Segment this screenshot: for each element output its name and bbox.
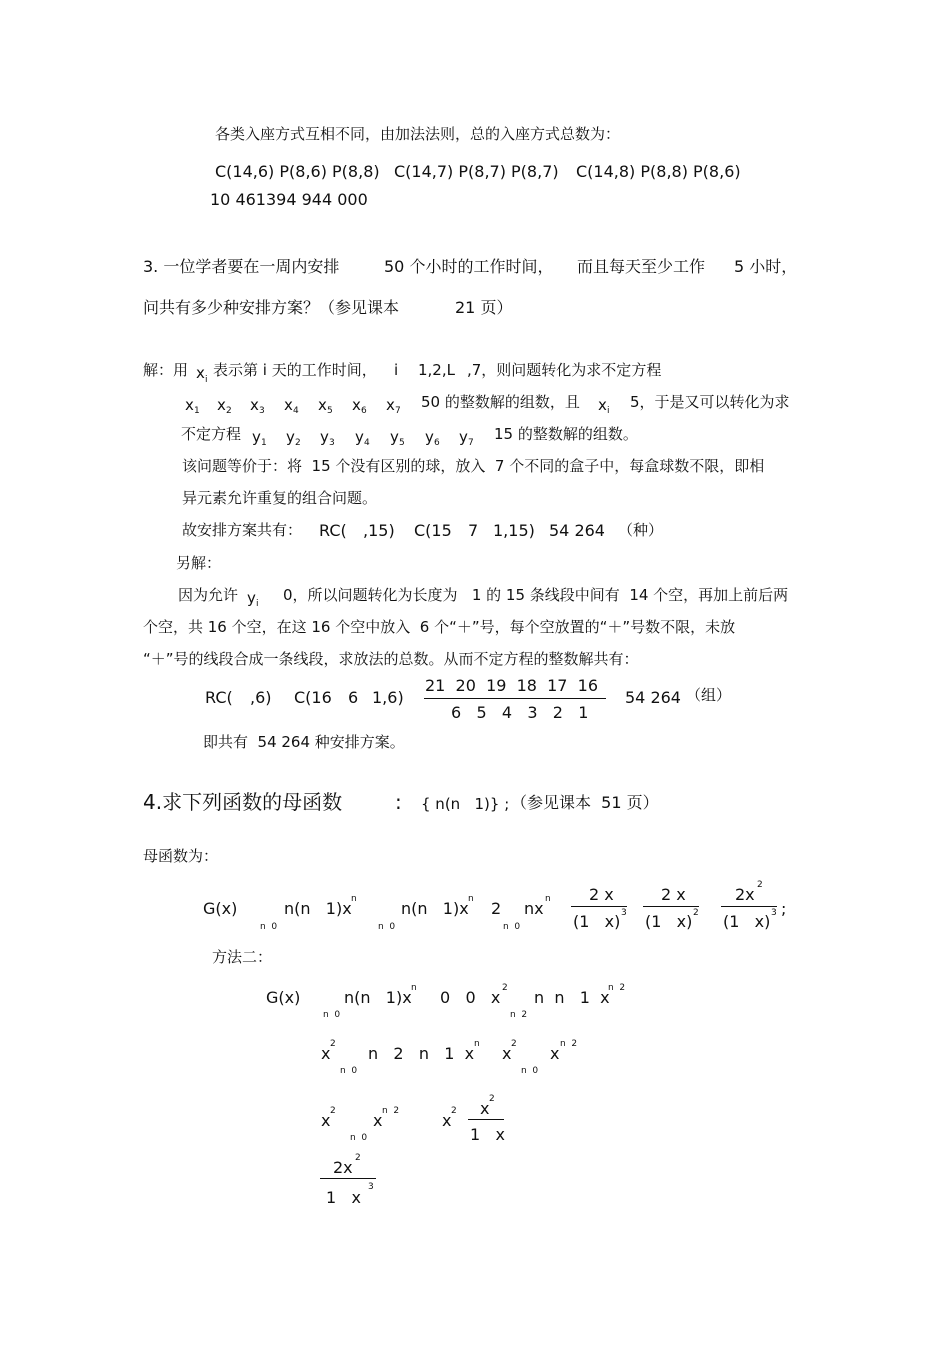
gf-fr1-num: 2 x	[589, 885, 614, 904]
m2-r1-a: n(n 1)x	[344, 988, 412, 1007]
m2-r1-c: n n 1 x	[534, 988, 610, 1007]
sol-l9: “＋”号的线段合成一条线段，求放法的总数。从而不定方程的整数解共有：	[143, 650, 639, 668]
fraction-bar	[468, 1119, 504, 1120]
total-value: 10 461394 944 000	[210, 190, 368, 209]
m2-r1-a-sup: n	[411, 983, 417, 993]
sol-l4: 该问题等价于：将 15 个没有区别的球，放入 7 个不同的盒子中，每盒球数不限，即相	[182, 457, 765, 475]
intro-text: 各类入座方式互相不同，由加法法则，总的入座方式总数为：	[215, 125, 621, 143]
term-2: C(14,7) P(8,7) P(8,7)	[394, 162, 559, 181]
sol-l2-xisub: i	[607, 406, 610, 416]
y-sub: 4	[364, 438, 370, 448]
f-unit: （组）	[686, 686, 732, 704]
gf-heading: 母函数为：	[143, 847, 219, 865]
x-sub: 6	[361, 406, 367, 416]
q3-line1-c: 而且每天至少工作	[577, 257, 706, 276]
y-var: y	[286, 428, 295, 446]
m2-r2-d-sup: n 2	[560, 1039, 578, 1049]
gf-fr2-num: 2 x	[661, 885, 686, 904]
sol-l7-b: 0，所以问题转化为长度为 1 的 15 条线段中间有 14 个空，再加上前后两	[283, 586, 789, 604]
gf-e1: n(n 1)x	[284, 899, 352, 918]
x-sub: 5	[327, 406, 333, 416]
m2-r2-n0a: n 0	[340, 1066, 358, 1076]
y-sub: 6	[434, 438, 440, 448]
q4-ref: （参见课本 51 页）	[511, 793, 659, 812]
gf-fr1-den-sup: 3	[621, 908, 627, 918]
x-var: x	[250, 396, 259, 414]
gf-fr3-num-sup: 2	[757, 880, 763, 890]
f-rc-arg: ,6)	[250, 688, 272, 707]
y-sub: 5	[399, 438, 405, 448]
conclusion: 即共有 54 264 种安排方案。	[203, 733, 405, 751]
m2-r3-n0: n 0	[350, 1133, 368, 1143]
gf-fr1-den: (1 x)	[573, 912, 621, 931]
m2-r1-c-sup: n 2	[608, 983, 626, 993]
x-var: x	[318, 396, 327, 414]
fraction-bar	[424, 698, 606, 699]
m2-r3-a-sup: 2	[330, 1106, 336, 1116]
sol-l6-f: 1,15)	[493, 521, 535, 540]
fraction-bar	[721, 906, 777, 907]
sol-l2-a: 50 的整数解的组数，且	[421, 393, 580, 411]
y-var: y	[390, 428, 399, 446]
method-two-label: 方法二：	[212, 948, 273, 966]
sol-l1-x: x	[196, 364, 205, 382]
term-1: C(14,6) P(8,6) P(8,8)	[215, 162, 380, 181]
gf-semicolon: ;	[781, 899, 787, 918]
gf-fr2-den-sup: 2	[693, 908, 699, 918]
m2-r1-b-sup: 2	[502, 983, 508, 993]
m2-r3-b-sup: n 2	[382, 1106, 400, 1116]
x-sub: 2	[226, 406, 232, 416]
y-var: y	[459, 428, 468, 446]
sol-l7-y: y	[247, 589, 256, 607]
m2-r4-num: 2x	[333, 1158, 353, 1177]
sol-l6-a: 故安排方案共有：	[182, 521, 303, 539]
term-3: C(14,8) P(8,8) P(8,6)	[576, 162, 741, 181]
gf-g: G(x)	[203, 899, 238, 918]
x-sub: 1	[194, 406, 200, 416]
gf-n0a: n 0	[260, 922, 278, 932]
y-sub: 7	[468, 438, 474, 448]
x-var: x	[217, 396, 226, 414]
m2-r2-d: x	[550, 1044, 560, 1063]
m2-r4-den: 1 x	[326, 1188, 361, 1207]
x-sub: 3	[259, 406, 265, 416]
sol-l1-e: ,7，则问题转化为求不定方程	[467, 361, 662, 379]
y-sub: 1	[261, 438, 267, 448]
sol-l3-b: 15 的整数解的组数。	[494, 425, 638, 443]
m2-r2-a: x	[321, 1044, 331, 1063]
x-var: x	[386, 396, 395, 414]
fraction-bar	[571, 906, 627, 907]
y-var: y	[355, 428, 364, 446]
y-var: y	[425, 428, 434, 446]
m2-r3-b: x	[373, 1111, 383, 1130]
q4-colon: :	[395, 790, 402, 814]
gf-n0b: n 0	[378, 922, 396, 932]
fraction-bar	[643, 906, 699, 907]
sol-l1-c: i	[394, 361, 399, 379]
sol-l6-b: RC(	[319, 521, 347, 540]
q4-title: 4.求下列函数的母函数	[143, 790, 343, 814]
m2-r3-frac-num: x	[480, 1099, 490, 1118]
sol-l1-xsub: i	[205, 375, 208, 385]
f-rc: RC(	[205, 688, 233, 707]
y-var: y	[252, 428, 261, 446]
m2-r3-c-sup: 2	[451, 1106, 457, 1116]
gf-fr3-num: 2x	[735, 885, 755, 904]
m2-r2-b: n 2 n 1 x	[368, 1044, 475, 1063]
q3-line1-a: 3. 一位学者要在一周内安排	[143, 257, 340, 276]
m2-r2-n0b: n 0	[521, 1066, 539, 1076]
x-var: x	[352, 396, 361, 414]
f-numerator: 21 20 19 18 17 16	[425, 676, 599, 695]
gf-e1-sup: n	[351, 894, 357, 904]
fraction-bar	[320, 1178, 376, 1179]
x-var: x	[185, 396, 194, 414]
sol-l6-c: ,15)	[363, 521, 395, 540]
f-c-6: 6	[348, 688, 359, 707]
sol-l1-a: 解：用	[143, 361, 189, 379]
m2-r2-c-sup: 2	[511, 1039, 517, 1049]
x-sub: 7	[395, 406, 401, 416]
sol-l2-xi: x	[598, 396, 607, 414]
gf-e2: n(n 1)x	[401, 899, 469, 918]
sol-l2-b: 5，于是又可以转化为求	[630, 393, 790, 411]
sol-l1-d: 1,2,L	[418, 361, 455, 379]
x-var: x	[284, 396, 293, 414]
gf-n0c: n 0	[503, 922, 521, 932]
x-sub: 4	[293, 406, 299, 416]
m2-r3-c: x	[442, 1111, 452, 1130]
alt-solution-label: 另解：	[176, 554, 222, 572]
sol-l7-ysub: i	[256, 599, 259, 609]
gf-e3-sup: n	[545, 894, 551, 904]
m2-r1-b: 0 0 x	[440, 988, 501, 1007]
m2-r1-n0: n 0	[323, 1010, 341, 1020]
gf-fr2-den: (1 x)	[645, 912, 693, 931]
gf-e3: nx	[524, 899, 544, 918]
sol-l6-h: （种）	[618, 521, 664, 539]
m2-r4-den-sup: 3	[368, 1182, 374, 1192]
f-c-arg: 1,6)	[372, 688, 404, 707]
m2-r3-a: x	[321, 1111, 331, 1130]
sol-l6-d: C(15	[414, 521, 452, 540]
m2-r2-c: x	[502, 1044, 512, 1063]
m2-r3-frac-den: 1 x	[470, 1125, 505, 1144]
sol-l3-a: 不定方程	[181, 425, 242, 443]
f-c: C(16	[294, 688, 332, 707]
q3-line1-b: 50 个小时的工作时间，	[384, 257, 554, 276]
sol-l6-e: 7	[468, 521, 479, 540]
q3-line2-a: 问共有多少种安排方案？（参见课本	[143, 298, 400, 317]
sol-l7-a: 因为允许	[178, 586, 239, 604]
sol-l6-g: 54 264	[549, 521, 605, 540]
gf-fr3-den-sup: 3	[771, 908, 777, 918]
gf-two: 2	[491, 899, 502, 918]
gf-e2-sup: n	[468, 894, 474, 904]
m2-r2-b-sup: n	[474, 1039, 480, 1049]
y-var: y	[320, 428, 329, 446]
m2-r1-n2: n 2	[510, 1010, 528, 1020]
m2-r2-a-sup: 2	[330, 1039, 336, 1049]
f-denominator: 6 5 4 3 2 1	[451, 703, 589, 722]
gf-fr3-den: (1 x)	[723, 912, 771, 931]
sol-l1-b: 表示第 i 天的工作时间，	[213, 361, 377, 379]
y-sub: 2	[295, 438, 301, 448]
q3-line1-d: 5 小时，	[734, 257, 798, 276]
m2-r4-num-sup: 2	[355, 1153, 361, 1163]
q3-line2-b: 21 页）	[455, 298, 513, 317]
sol-l5: 异元素允许重复的组合问题。	[182, 489, 378, 507]
q4-sequence: { n(n 1)} ;	[421, 795, 510, 813]
m2-r1-g: G(x)	[266, 988, 301, 1007]
sol-l8: 个空，共 16 个空，在这 16 个空中放入 6 个“＋”号，每个空放置的“＋”号数不限，未放	[143, 618, 736, 636]
f-result: 54 264	[625, 688, 681, 707]
m2-r3-frac-num-sup: 2	[489, 1094, 495, 1104]
y-sub: 3	[329, 438, 335, 448]
